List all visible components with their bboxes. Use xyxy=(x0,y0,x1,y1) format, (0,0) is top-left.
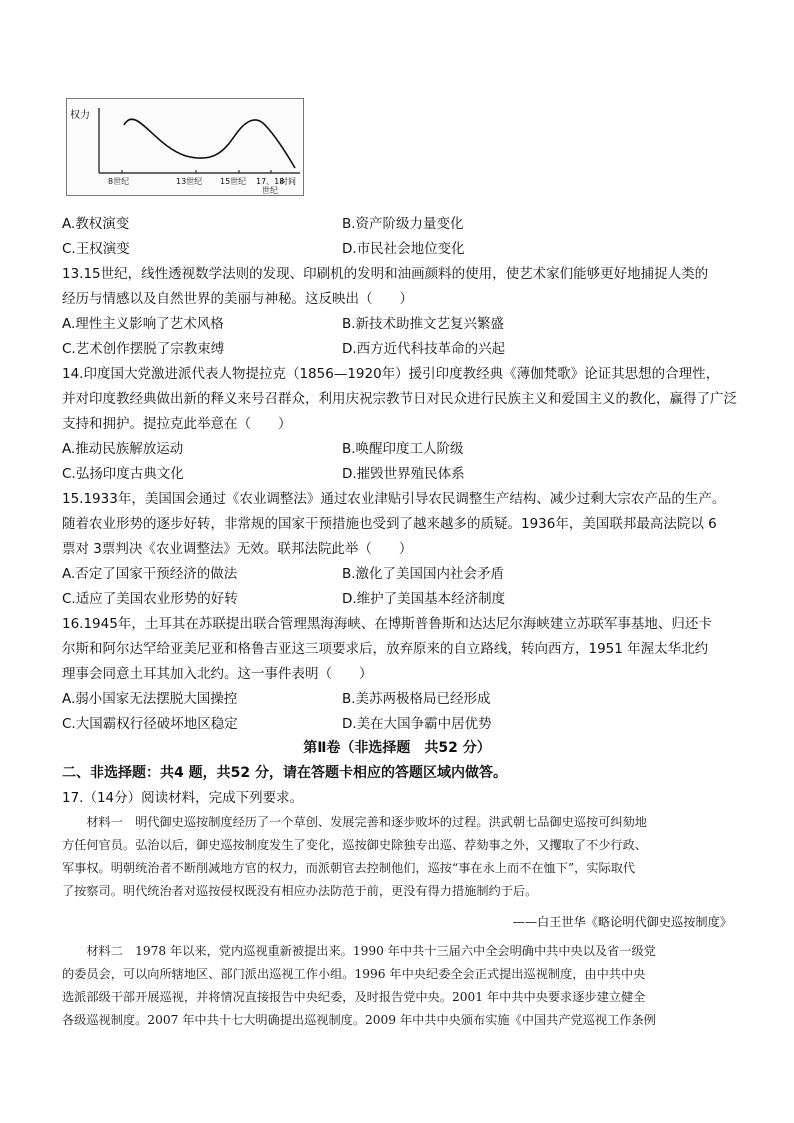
q14-option-a: A.推动民族解放运动 xyxy=(62,441,184,457)
q13-option-c: C.艺术创作摆脱了宗教束缚 xyxy=(62,341,225,357)
q13-option-d: D.西方近代科技革命的兴起 xyxy=(342,341,506,357)
q15-option-d: D.维护了美国基本经济制度 xyxy=(342,591,506,607)
q17-material1-line-1: 材料一 明代御史巡按制度经历了一个草创、发展完善和逐步败坏的过程。洪武朝七品御史巡按可纠劾地 xyxy=(62,815,647,829)
q13-option-a: A.理性主义影响了艺术风格 xyxy=(62,316,224,332)
part2-title: 第Ⅱ卷（非选择题 共52 分） xyxy=(303,740,491,756)
q17-material2-line-2: 的委员会，可以向所辖地区、部门派出巡视工作小组。1996 年中央纪委全会正式提出巡视制度，由中共中央 xyxy=(62,967,646,981)
q13-stem-line-1: 13.15世纪，线性透视数学法则的发现、印刷机的发明和油画颜料的使用，使艺术家们能够更好地捕捉人类的 xyxy=(62,266,709,282)
q12-option-a: A.教权演变 xyxy=(62,216,130,232)
power-curve-figure xyxy=(66,98,304,196)
q15-stem-line-3: 票对 3票判决《农业调整法》无效。联邦法院此举（ ） xyxy=(62,541,413,557)
tick-label-8: 8世纪 xyxy=(108,177,130,186)
tick-label-13: 13世纪 xyxy=(176,177,203,186)
tick-label-17-suffix: 世纪 xyxy=(262,186,278,195)
q17-material1-line-3: 军事权。明朝统治者不断削减地方官的权力，而派朝官去控制他们，巡按“事在永上而不在恤下”，实际取代 xyxy=(62,861,636,875)
q14-option-c: C.弘扬印度古典文化 xyxy=(62,466,184,482)
q14-option-d: D.摧毁世界殖民体系 xyxy=(342,466,465,482)
q16-stem-line-3: 理事会同意土耳其加入北约。这一事件表明（ ） xyxy=(62,666,373,682)
q16-stem-line-2: 尔斯和阿尔达罕给亚美尼亚和格鲁吉亚这三项要求后，放弃原来的自立路线，转向西方，1951 年渥太华北约 xyxy=(62,641,709,657)
q16-option-a: A.弱小国家无法摆脱大国操控 xyxy=(62,691,238,707)
tick-label-time: 时间 xyxy=(280,177,296,186)
q14-stem-line-3: 支持和拥护。提拉克此举意在（ ） xyxy=(62,416,292,432)
q17-material1-line-2: 方任何官员。弘治以后，御史巡按制度发生了变化，巡按御史除独专出巡、荐劾事之外，又攫取了不少行政、 xyxy=(62,838,647,852)
q12-option-d: D.市民社会地位变化 xyxy=(342,241,465,257)
q17-source1: ——白王世华《略论明代御史巡按制度》 xyxy=(512,915,732,929)
q12-option-c: C.王权演变 xyxy=(62,241,130,257)
q13-option-b: B.新技术助推文艺复兴繁盛 xyxy=(342,316,505,332)
q14-stem-line-2: 并对印度教经典做出新的释义来号召群众，利用庆祝宗教节日对民众进行民族主义和爱国主义的教化，赢得了广泛 xyxy=(62,391,737,407)
q15-stem-line-1: 15.1933年，美国国会通过《农业调整法》通过农业津贴引导农民调整生产结构、减少过剩大宗农产品的生产。 xyxy=(62,491,726,507)
q17-material1-line-4: 了按察司。明代统治者对巡按侵权既没有相应办法防范于前，更没有得力措施制约于后。 xyxy=(62,884,538,898)
q15-stem-line-2: 随着农业形势的逐步好转，非常规的国家干预措施也受到了越来越多的质疑。1936年，美国联邦最高法院以 6 xyxy=(62,516,717,532)
part2-instruction: 二、非选择题：共4 题，共52 分，请在答题卡相应的答题区域内做答。 xyxy=(62,765,507,781)
q15-option-b: B.激化了美国国内社会矛盾 xyxy=(342,566,505,582)
q17-stem: 17.（14分）阅读材料，完成下列要求。 xyxy=(62,790,304,806)
q16-stem-line-1: 16.1945年，土耳其在苏联提出联合管理黑海海峡、在博斯普鲁斯和达达尼尔海峡建立苏联军事基地、归还卡 xyxy=(62,616,712,632)
tick-label-15: 15世纪 xyxy=(220,177,247,186)
q12-option-b: B.资产阶级力量变化 xyxy=(342,216,464,232)
figure-ylabel: 权力 xyxy=(70,110,90,121)
tick-label-17: 17、18 xyxy=(256,177,285,186)
q15-option-a: A.否定了国家干预经济的做法 xyxy=(62,566,238,582)
q16-option-b: B.美苏两极格局已经形成 xyxy=(342,691,491,707)
q15-option-c: C.适应了美国农业形势的好转 xyxy=(62,591,238,607)
q16-option-d: D.美在大国争霸中居优势 xyxy=(342,716,492,732)
q14-option-b: B.唤醒印度工人阶级 xyxy=(342,441,464,457)
q16-option-c: C.大国霸权行径破坏地区稳定 xyxy=(62,716,238,732)
q13-stem-line-2: 经历与情感以及自然世界的美丽与神秘。这反映出（ ） xyxy=(62,291,413,307)
q17-material2-line-4: 各级巡视制度。2007 年中共十七大明确提出巡视制度。2009 年中共中央颁布实施《中国共产党巡视工作条例 xyxy=(62,1013,656,1027)
q14-stem-line-1: 14.印度国大党激进派代表人物提拉克（1856—1920年）援引印度教经典《薄伽梵歌》论证其思想的合理性， xyxy=(62,366,720,382)
q17-material2-line-3: 选派部级干部开展巡视，并将情况直接报告中央纪委，及时报告党中央。2001 年中共中央要求逐步建立健全 xyxy=(62,990,646,1004)
q17-material2-line-1: 材料二 1978 年以来，党内巡视重新被提出来。1990 年中共十三届六中全会明确中共中央以及省一级党 xyxy=(62,944,656,958)
